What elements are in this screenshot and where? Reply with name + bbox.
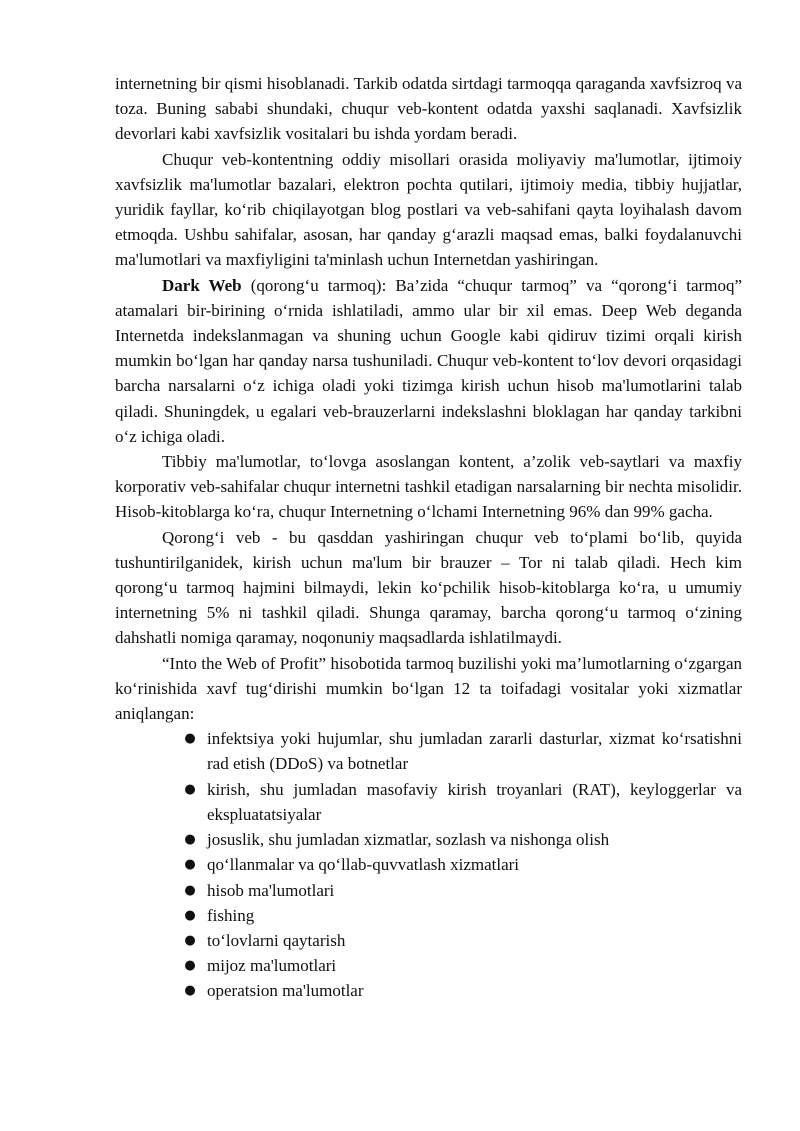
threat-categories-list xyxy=(115,726,742,1003)
dark-web-term: Dark Web xyxy=(162,275,242,295)
list-item-text: josuslik, shu jumladan xizmatlar, sozlash va nishonga olish xyxy=(207,830,610,850)
list-item-text: qoʻllanmalar va qoʻllab-quvvatlash xizmatlari xyxy=(207,855,520,875)
bullet-icon: ● xyxy=(184,907,196,923)
list-item-text: mijoz ma'lumotlari xyxy=(207,956,337,976)
paragraph-dark-web xyxy=(115,273,742,449)
paragraph-report-intro: “Into the Web of Profit” hisobotida tarmoq buzilishi yoki ma’lumotlarning oʻzgargan koʻrinishida xavf tugʻdirishi mumkin boʻlgan 12 ta toifadagi vositalar yoki xizmatlar aniqlangan: xyxy=(115,653,742,724)
list-item-text: fishing xyxy=(207,905,255,925)
bullet-icon: ● xyxy=(184,958,196,974)
dark-web-definition: (qorongʻu tarmoq): Ba’zida “chuqur tarmoq” va “qorongʻi tarmoq” atamalari bir-birining oʻrnida ishlatiladi, ammo ular bir xil emas. Deep Web deganda Internetda indekslanmagan va shuning uchun Google kabi qidiruv tizimi orqali kirish mumkin boʻlgan har qanday narsa tushuniladi. Chuqur veb-kontent toʻlov devori orqasidagi barcha narsalarni oʻz ichiga oladi yoki tizimga kirish uchun hisob ma'lumotlarini talab qiladi. Shuningdek, u egalari veb-brauzerlarni indekslashni bloklagan har qanday tarkibni oʻz ichiga oladi. xyxy=(115,275,742,446)
list-item xyxy=(184,827,742,852)
document-page xyxy=(115,71,742,1004)
bullet-icon: ● xyxy=(184,882,196,898)
list-item xyxy=(184,878,742,903)
paragraph-dark-web-size: Qorongʻi veb - bu qasddan yashiringan chuqur veb toʻplami boʻlib, quyida tushuntirilganidek, kirish uchun ma'lum bir brauzer – Tor ni talab qiladi. Hech kim qorongʻu tarmoq hajmini bilmaydi, lekin koʻpchilik hisob-kitoblarga koʻra, u umumiy internetning 5% ni tashkil qiladi. Shunga qaramay, barcha qorongʻu tarmoq oʻzining dahshatli nomiga qaramay, noqonuniy maqsadlarda ishlatilmaydi. xyxy=(115,527,742,648)
list-item xyxy=(184,903,742,928)
list-item-text: operatsion ma'lumotlar xyxy=(207,981,364,1001)
paragraph-deep-web-size: Tibbiy ma'lumotlar, toʻlovga asoslangan kontent, a’zolik veb-saytlari va maxfiy korporativ veb-sahifalar chuqur internetni tashkil etadigan narsalarning bir nechta misolidir. Hisob-kitoblarga koʻra, chuqur Internetning oʻlchami Internetning 96% dan 99% gacha. xyxy=(115,452,742,522)
list-item-text: kirish, shu jumladan masofaviy kirish troyanlari (RAT), keyloggerlar va ekspluatatsiyalar xyxy=(207,779,742,824)
list-item xyxy=(184,953,742,978)
bullet-icon: ● xyxy=(184,932,196,948)
list-item xyxy=(184,777,742,827)
bullet-icon: ● xyxy=(184,731,196,747)
list-item xyxy=(184,726,742,776)
list-item xyxy=(184,852,742,877)
bullet-icon: ● xyxy=(184,857,196,873)
list-item-text: hisob ma'lumotlari xyxy=(207,880,335,900)
list-item-text: infektsiya yoki hujumlar, shu jumladan zararli dasturlar, xizmat koʻrsatishni rad etish (DDoS) va botnetlar xyxy=(207,729,742,774)
list-item-text: toʻlovlarni qaytarish xyxy=(207,930,346,950)
paragraph-continuation: internetning bir qismi hisoblanadi. Tarkib odatda sirtdagi tarmoqqa qaraganda xavfsizroq va toza. Buning sababi shundaki, chuqur veb-kontent odatda yaxshi saqlanadi. Xavfsizlik devorlari kabi xavfsizlik vositalari bu ishda yordam beradi. xyxy=(115,74,742,144)
list-item xyxy=(184,928,742,953)
bullet-icon: ● xyxy=(184,832,196,848)
paragraph-deep-web-examples: Chuqur veb-kontentning oddiy misollari orasida moliyaviy ma'lumotlar, ijtimoiy xavfsizlik ma'lumotlar bazalari, elektron pochta qutilari, ijtimoiy media, tibbiy hujjatlar, yuridik fayllar, koʻrib chiqilayotgan blog postlari va veb-sahifani qayta loyihalash davom etmoqda. Ushbu sahifalar, asosan, har qanday gʻarazli maqsad emas, balki foydalanuvchi ma'lumotlari va maxfiyligini ta'minlash uchun Internetdan yashiringan. xyxy=(115,149,742,270)
bullet-icon: ● xyxy=(184,983,196,999)
bullet-icon: ● xyxy=(184,781,196,797)
list-item xyxy=(184,978,742,1003)
